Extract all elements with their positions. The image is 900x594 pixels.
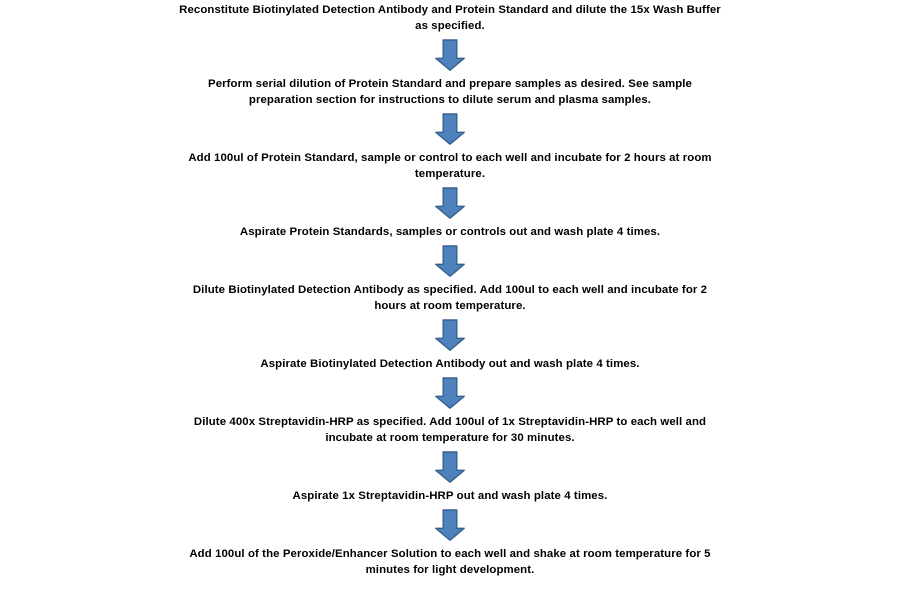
step-text-line: hours at room temperature. (374, 300, 526, 312)
step-text-line: preparation section for instructions to dilute serum and plasma samples. (248, 94, 652, 106)
flow-step-7 (194, 414, 706, 446)
down-arrow-icon (435, 319, 465, 351)
step-text-line: Aspirate Protein Standards, samples or controls out and wash plate 4 times. (239, 226, 661, 238)
step-text-line: Reconstitute Biotinylated Detection Antibody and Protein Standard and dilute the 15x Wash Buffer (179, 4, 721, 16)
down-arrow-icon (435, 451, 465, 483)
step-text-line: Dilute Biotinylated Detection Antibody as specified. Add 100ul to each well and incubate for 2 (192, 284, 708, 296)
step-text-line: incubate at room temperature for 30 minutes. (325, 432, 575, 444)
down-arrow-icon (435, 509, 465, 541)
step-text-line: Add 100ul of Protein Standard, sample or control to each well and incubate for 2 hours at room (188, 152, 712, 164)
step-text-line: minutes for light development. (365, 564, 535, 576)
step-text-line: Perform serial dilution of Protein Standard and prepare samples as desired. See sample (208, 78, 692, 90)
down-arrow-icon (435, 187, 465, 219)
flow-step-2 (208, 76, 692, 108)
down-arrow-icon (435, 39, 465, 71)
step-text-line: Dilute 400x Streptavidin-HRP as specified. Add 100ul of 1x Streptavidin-HRP to each well and (193, 416, 707, 428)
step-text-line: Aspirate Biotinylated Detection Antibody out and wash plate 4 times. (260, 358, 640, 370)
down-arrow-icon (435, 113, 465, 145)
step-text-line: as specified. (415, 20, 485, 32)
down-arrow-icon (435, 377, 465, 409)
step-text-line: Add 100ul of the Peroxide/Enhancer Solution to each well and shake at room temperature for 5 (189, 548, 711, 560)
step-text-line: Aspirate 1x Streptavidin-HRP out and wash plate 4 times. (292, 490, 608, 502)
step-text-line: temperature. (414, 168, 486, 180)
flow-step-6 (260, 356, 639, 372)
down-arrow-icon (435, 245, 465, 277)
flow-step-8 (293, 488, 608, 504)
flow-step-4 (240, 224, 660, 240)
flow-step-3 (188, 150, 711, 182)
flow-step-1 (179, 2, 721, 34)
flow-step-9 (189, 546, 710, 578)
flow-step-5 (193, 282, 707, 314)
